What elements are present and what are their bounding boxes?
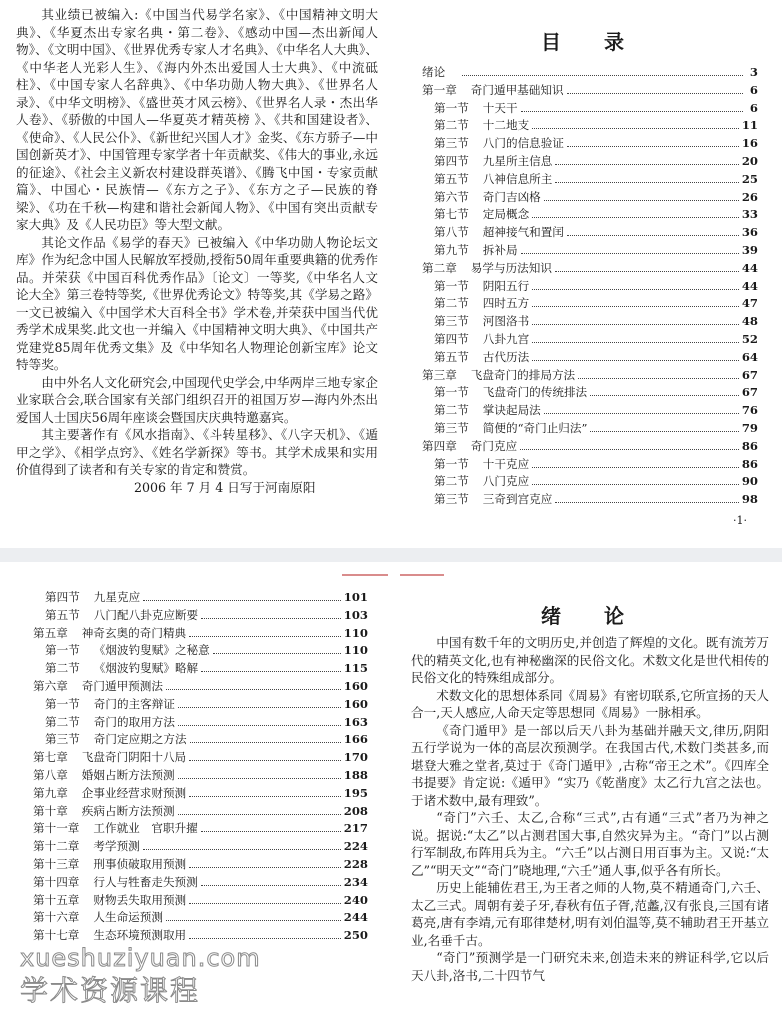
toc-entry — [422, 367, 758, 385]
toc-entry-page: 25 — [741, 171, 758, 186]
toc-dot-leader — [189, 627, 341, 637]
bio-text — [16, 6, 378, 496]
toc-entry-label: 第三节 — [434, 420, 469, 435]
toc-entry — [422, 402, 758, 420]
toc-entry — [422, 100, 758, 118]
toc-entry-label: 第一节 — [434, 278, 469, 293]
toc-entry-label: 第五节 — [45, 607, 80, 622]
toc-entry-page: 101 — [343, 590, 368, 604]
toc-entry — [422, 420, 758, 438]
toc-entry — [422, 82, 758, 100]
toc-entry — [33, 589, 368, 607]
toc-entry-page: 115 — [343, 661, 368, 676]
toc-entry — [33, 714, 368, 732]
toc-dot-leader — [532, 315, 739, 325]
toc-entry-label: 第四章 — [422, 438, 457, 453]
paragraph: 其论文作品《易学的春天》已被编入《中华功勋人物论坛文库》作为纪念中国人民解放军授勋,授衔50周年重要典籍的优秀作品。并荣获《中国百科优秀作品》〔论文〕一等奖,《中华名人文论大全》第三卷特等奖,《世界优秀论文》特等奖,其《学易之路》一文已被编入《中国学术大百科全书》学术卷,并荣获中国当代优秀学术成果奖.此文也一并编入《中国精神文明大典》、《中国共产党建党85周年优秀文集》及《中华知名人物理论创新宝库》论文特等奖。 — [16, 234, 378, 372]
toc-entry-page: 244 — [343, 910, 368, 925]
toc-entry-label: 第一节 — [45, 643, 80, 658]
toc-entry-title: 古代历法 — [482, 349, 530, 364]
toc-entry-title: 超神接气和置闰 — [482, 225, 564, 240]
toc-entry — [422, 171, 758, 189]
toc-dot-leader — [532, 119, 739, 129]
toc-entry — [33, 909, 368, 927]
toc-entry-page: 44 — [741, 260, 758, 275]
toc-entry-page: 64 — [741, 349, 758, 364]
toc-entry-label: 第一节 — [434, 100, 469, 115]
toc-entry-title: 《烟波钓叟赋》略解 — [93, 661, 199, 676]
toc-entry-label: 第二节 — [434, 474, 469, 489]
toc-entry-label: 第三节 — [434, 314, 469, 329]
toc-entry-title: 神奇玄奥的奇门精典 — [81, 625, 187, 640]
page-title: 目 录 — [541, 30, 642, 54]
toc-dot-leader — [166, 911, 341, 921]
toc-dot-leader — [555, 493, 738, 503]
toc-dot-leader — [532, 333, 739, 343]
toc-entry-label: 第七章 — [33, 750, 68, 765]
toc-entry-label: 第二节 — [45, 661, 80, 676]
toc-entry — [422, 491, 758, 509]
toc-entry — [422, 189, 758, 207]
toc-entry — [33, 625, 368, 643]
toc-entry — [33, 678, 368, 696]
intro-text — [411, 634, 769, 984]
toc-entry-label: 第六章 — [33, 678, 68, 693]
toc-entry-title: 八门克应 — [482, 474, 530, 489]
toc-entry-page: 90 — [741, 474, 758, 489]
toc-entry-label: 第十七章 — [33, 928, 80, 943]
toc-entry-label: 第九章 — [33, 785, 68, 800]
toc-dot-leader — [590, 386, 739, 396]
toc-entry-title: 工作就业 官职升擢 — [93, 821, 198, 836]
toc-entry-page: 228 — [343, 856, 368, 871]
paragraph: 术数文化的思想体系同《周易》有密切联系,它所宣扬的天人合一,天人感应,人命天定等思想同《周易》一脉相承。 — [411, 687, 769, 720]
toc-entry-title: 四时五方 — [482, 296, 530, 311]
watermark-url: xueshuziyuan.com — [20, 944, 261, 972]
toc-entry-page: 188 — [343, 767, 368, 782]
toc-entry-page: 79 — [741, 420, 758, 435]
toc-entry-title: 奇门遁甲预测法 — [81, 678, 163, 693]
toc-entry-page: 160 — [343, 678, 368, 693]
toc-entry-label: 第二章 — [422, 260, 457, 275]
toc-entry-title: 九星克应 — [93, 590, 141, 604]
toc-entry-title: 婚姻占断方法预测 — [81, 767, 175, 782]
toc-dot-leader — [143, 840, 341, 850]
table-of-contents — [33, 589, 368, 945]
toc-entry-label: 第五章 — [33, 625, 68, 640]
toc-dot-leader — [178, 698, 341, 708]
toc-dot-leader — [201, 822, 341, 832]
toc-dot-leader — [201, 662, 341, 672]
toc-entry-page: 33 — [741, 207, 758, 222]
toc-dot-leader — [189, 894, 341, 904]
toc-entry-title: 八门的信息验证 — [482, 136, 564, 151]
toc-entry-label: 第二节 — [45, 714, 80, 729]
toc-entry-page: 11 — [741, 118, 758, 133]
toc-entry-page: 67 — [741, 367, 758, 382]
toc-entry-label: 第八节 — [434, 225, 469, 240]
toc-dot-leader — [178, 716, 341, 726]
toc-entry — [422, 206, 758, 224]
toc-entry-title: 考学预测 — [93, 839, 140, 854]
toc-entry-label: 第八章 — [33, 767, 68, 782]
toc-entry — [422, 295, 758, 313]
toc-entry-title: 奇门的主客辩证 — [93, 696, 175, 711]
toc-entry-page: 76 — [741, 403, 758, 418]
toc-entry — [33, 803, 368, 821]
toc-entry — [33, 660, 368, 678]
toc-entry-title: 《烟波钓叟赋》之秘意 — [93, 643, 210, 658]
toc-entry-page: 110 — [343, 625, 368, 640]
page-divider — [0, 548, 782, 562]
toc-entry-label: 第六节 — [434, 189, 469, 204]
toc-entry-page: 250 — [343, 928, 368, 943]
toc-entry-label: 第十章 — [33, 803, 68, 818]
toc-entry — [33, 838, 368, 856]
toc-dot-leader — [544, 404, 739, 414]
toc-entry-title: 奇门吉凶格 — [482, 189, 541, 204]
toc-entry-page: 166 — [343, 732, 368, 747]
toc-entry-label: 第一节 — [45, 696, 80, 711]
signature-date: 2006 年 7 月 4 日写于河南原阳 — [134, 479, 316, 495]
toc-entry-title: 三奇到宫克应 — [482, 492, 553, 507]
toc-entry — [33, 749, 368, 767]
toc-entry-page: 3 — [749, 65, 758, 79]
toc-entry-page: 6 — [749, 100, 758, 115]
toc-entry-label: 第十五章 — [33, 892, 80, 907]
toc-entry-page: 26 — [741, 189, 758, 204]
toc-dot-leader — [567, 226, 739, 236]
toc-entry — [422, 153, 758, 171]
toc-dot-leader — [578, 369, 739, 379]
toc-entry-page: 160 — [343, 696, 368, 711]
toc-entry-title: 奇门克应 — [470, 438, 518, 453]
toc-entry-page: 110 — [343, 643, 368, 658]
toc-entry-title: 十天干 — [482, 100, 518, 115]
toc-entry-title: 掌诀起局法 — [482, 403, 541, 418]
toc-entry-label: 第二节 — [434, 403, 469, 418]
toc-dot-leader — [532, 208, 739, 218]
toc-dot-leader — [567, 84, 743, 94]
toc-entry-page: 195 — [343, 785, 368, 800]
toc-entry-page: 224 — [343, 839, 368, 854]
toc-dot-leader — [532, 475, 739, 485]
toc-entry-page: 98 — [741, 492, 758, 507]
toc-dot-leader — [462, 66, 743, 76]
toc-entry-title: 行人与牲畜走失预测 — [93, 874, 198, 889]
toc-entry-title: 财物丢失取用预测 — [93, 892, 187, 907]
toc-entry-label: 第四节 — [45, 590, 80, 604]
toc-dot-leader — [143, 591, 341, 601]
toc-entry-title: 易学与历法知识 — [470, 260, 552, 275]
toc-entry — [422, 456, 758, 474]
page-title: 绪 论 — [541, 604, 642, 628]
toc-entry-page: 217 — [343, 821, 368, 836]
toc-entry-label: 第五节 — [434, 349, 469, 364]
toc-entry-label: 第七节 — [434, 207, 469, 222]
toc-dot-leader — [532, 297, 739, 307]
toc-entry-page: 67 — [741, 385, 758, 400]
toc-entry — [33, 642, 368, 660]
toc-entry-title: 拆补局 — [482, 242, 518, 257]
toc-entry — [422, 313, 758, 331]
toc-entry-title: 阴阳五行 — [482, 278, 530, 293]
toc-entry-title: 企事业经营求财预测 — [81, 785, 187, 800]
toc-entry — [422, 331, 758, 349]
toc-entry-label: 第三节 — [45, 732, 80, 747]
toc-dot-leader — [521, 244, 739, 254]
toc-entry-title: 八神信息所主 — [482, 171, 553, 186]
toc-entry-page: 163 — [343, 714, 368, 729]
toc-entry — [422, 64, 758, 82]
toc-entry-title: 八卦九宫 — [482, 331, 530, 346]
toc-entry-label: 第五节 — [434, 171, 469, 186]
toc-entry-page: 47 — [741, 296, 758, 311]
toc-dot-leader — [189, 929, 341, 939]
toc-entry-label: 第九节 — [434, 242, 469, 257]
toc-dot-leader — [544, 191, 739, 201]
toc-dot-leader — [521, 102, 743, 112]
toc-dot-leader — [189, 858, 341, 868]
paragraph: 《奇门遁甲》是一部以后天八卦为基础并融天文,律历,阴阳五行学说为一体的高层次预测学。在我国古代,术数门类甚多,而堪登大雅之堂者,莫过于《奇门遁甲》,古称“帝王之术”。《四库全书提要》肯定说:《遁甲》“实乃《乾凿度》太乙行九宫之法也。于诸术数中,最有理致”。 — [411, 722, 769, 808]
toc-entry-page: 86 — [741, 438, 758, 453]
toc-entry-title: 奇门遁甲基础知识 — [470, 82, 564, 97]
toc-entry-page: 6 — [749, 82, 758, 97]
toc-entry — [422, 117, 758, 135]
toc-entry-title: 疾病占断方法预测 — [81, 803, 175, 818]
paragraph: 其业绩已被编入:《中国当代易学名家》、《中国精神文明大典》、《华夏杰出专家名典・第二卷》、《感动中国—杰出新闻人物》、《文明中国》、《世界优秀专家人才名典》、《中华名人大典》、《中华老人光彩人生》、《海内外杰出爱国人士大典》、《中流砥柱》、《中国专家人名辞典》、《中华功勋人物大典》、《世界名人录》、《中华文明榜》、《盛世英才风云榜》、《世界名人录・杰出华人卷》、《骄傲的中国人—华夏英才精英榜 》、《共和国建设者》、《使命》、《人民公仆》、《新世纪兴国人才》金奖、《东方骄子—中国创新英才》、中国管理专家学者十年贡献奖、《伟大的事业,永远的征途》、《社会主义新农村建设群英谱》、《腾飞中国・专家贡献篇》、中国心・民族情—《东方之子》、《东方之子—民族的脊梁》、《功在千秋—构建和谐社会新闻人物》、《中国有突出贡献专家大典》及《人民功臣》等大型文献。 — [16, 7, 378, 232]
toc-entry — [422, 349, 758, 367]
toc-entry-title: 河图洛书 — [482, 314, 530, 329]
toc-entry — [422, 224, 758, 242]
toc-entry-label: 第四节 — [434, 331, 469, 346]
toc-entry-page: 48 — [741, 314, 758, 329]
toc-entry-page: 52 — [741, 331, 758, 346]
toc-entry — [422, 384, 758, 402]
toc-entry-label: 第一节 — [434, 385, 469, 400]
toc-entry-title: 十干克应 — [482, 456, 530, 471]
toc-entry-label: 第十四章 — [33, 874, 80, 889]
toc-dot-leader — [555, 155, 738, 165]
toc-entry-label: 第三章 — [422, 367, 457, 382]
paragraph: 由中外名人文化研究会,中国现代史学会,中华两岸三地专家企业家联合会,联合国家有关部门组织召开的祖国万岁—海内外杰出爱国人士国庆56周年座谈会暨国庆庆典特邀嘉宾。 — [16, 374, 378, 425]
toc-entry — [33, 820, 368, 838]
book-page-introduction — [395, 562, 782, 1013]
toc-dot-leader — [213, 644, 341, 654]
toc-dot-leader — [590, 422, 738, 432]
toc-entry-page: 20 — [741, 153, 758, 168]
toc-dot-leader — [555, 262, 739, 272]
toc-entry-page: 36 — [741, 225, 758, 240]
toc-entry-page: 240 — [343, 892, 368, 907]
toc-dot-leader — [178, 769, 341, 779]
toc-entry — [422, 438, 758, 456]
toc-entry-title: 简便的“奇门止归法” — [482, 420, 588, 435]
toc-entry — [33, 696, 368, 714]
toc-entry-label: 第十三章 — [33, 856, 80, 871]
toc-entry-title: 奇门的取用方法 — [93, 714, 175, 729]
toc-dot-leader — [189, 787, 341, 797]
toc-entry-title: 飞盘奇门的传统排法 — [482, 385, 588, 400]
book-page-author-bio — [0, 0, 395, 548]
paragraph: “奇门”六壬、太乙,合称“三式”,古有通“三式”者乃为神之说。据说:“太乙”以占测君国大事,自然灾异为主。“奇门”以占测行军制敌,布阵用兵为主。“六壬”以占测日用百事为主。又说:“太乙”“明天文”“奇门”晓地理,“六壬”通人事,似乎各有所长。 — [411, 810, 769, 878]
toc-entry-page: 16 — [741, 136, 758, 151]
toc-dot-leader — [189, 751, 341, 761]
paragraph: “奇门”预测学是一门研究未来,创造未来的辨证科学,它以后天八卦,洛书,二十四节气 — [411, 950, 769, 983]
toc-entry — [422, 242, 758, 260]
toc-entry-title: 飞盘奇门的排局方法 — [470, 367, 576, 382]
toc-entry-label: 第四节 — [434, 153, 469, 168]
page-number: ·1· — [733, 514, 747, 527]
toc-entry — [33, 927, 368, 945]
toc-entry-title: 十二地支 — [482, 118, 530, 133]
toc-entry-label: 第三节 — [434, 136, 469, 151]
toc-entry — [422, 135, 758, 153]
toc-dot-leader — [178, 805, 341, 815]
toc-entry-label: 第十六章 — [33, 910, 80, 925]
paragraph: 历史上能辅佐君王,为王者之师的人物,莫不精通奇门,六壬、太乙三式。周朝有姜子牙,春秋有伍子胥,范蠡,汉有张良,三国有诸葛亮,唐有李靖,元有耶律楚材,明有刘伯温等,莫不辅助君王开基立业,名垂千古。 — [411, 880, 769, 948]
toc-entry-page: 170 — [343, 750, 368, 765]
toc-entry-title: 人生命运预测 — [93, 910, 163, 925]
toc-dot-leader — [166, 680, 341, 690]
toc-entry — [422, 473, 758, 491]
toc-entry — [33, 767, 368, 785]
toc-entry-page: 86 — [741, 456, 758, 471]
toc-entry-title: 奇门定应期之方法 — [93, 732, 187, 747]
toc-dot-leader — [555, 173, 738, 183]
toc-dot-leader — [520, 440, 739, 450]
toc-entry-page: 234 — [343, 874, 368, 889]
toc-entry-page: 208 — [343, 803, 368, 818]
toc-entry-label: 第二节 — [434, 118, 469, 133]
book-page-contents-1 — [395, 0, 782, 548]
paragraph: 其主要著作有《风水指南》、《斗转星移》、《八字天机》、《遁甲之学》、《相学点窍》、《姓名学新探》等书。其学术成果和实用价值得到了读者和有关专家的肯定和赞赏。 — [16, 427, 378, 477]
toc-entry-title: 刑事侦破取用预测 — [93, 856, 187, 871]
toc-entry-page: 44 — [741, 278, 758, 293]
toc-entry-title: 生态环境预测取用 — [93, 928, 187, 943]
toc-entry — [33, 731, 368, 749]
toc-entry-label: 第一节 — [434, 456, 469, 471]
toc-dot-leader — [532, 458, 739, 468]
toc-entry-label: 第十一章 — [33, 821, 80, 836]
toc-entry — [33, 892, 368, 910]
toc-entry — [33, 874, 368, 892]
table-of-contents — [422, 64, 758, 509]
toc-dot-leader — [532, 351, 739, 361]
toc-entry-title: 九星所主信息 — [482, 153, 553, 168]
toc-entry-label: 第二节 — [434, 296, 469, 311]
toc-dot-leader — [190, 733, 341, 743]
toc-entry-title: 八门配八卦克应断要 — [93, 607, 199, 622]
toc-dot-leader — [532, 280, 739, 290]
toc-entry-label: 第十二章 — [33, 839, 80, 854]
toc-entry — [33, 785, 368, 803]
toc-entry-title: 定局概念 — [482, 207, 530, 222]
toc-entry — [422, 278, 758, 296]
toc-dot-leader — [201, 609, 341, 619]
toc-entry — [33, 856, 368, 874]
toc-entry — [422, 260, 758, 278]
paragraph: 中国有数千年的文明历史,并创造了辉煌的文化。既有流芳万代的精英文化,也有神秘幽深的民俗文化。术数文化是世代相传的民俗文化的特殊组成部分。 — [411, 635, 769, 685]
toc-entry-page: 39 — [741, 242, 758, 257]
toc-entry-page: 103 — [343, 607, 368, 622]
toc-entry-label: 第一章 — [422, 82, 457, 97]
toc-dot-leader — [567, 137, 739, 147]
toc-entry-label: 第三节 — [434, 492, 469, 507]
toc-entry — [33, 607, 368, 625]
toc-entry-title: 飞盘奇门阴阳十八局 — [81, 750, 187, 765]
watermark-name: 学术资源课程 — [20, 974, 201, 1007]
toc-dot-leader — [201, 876, 341, 886]
toc-entry-label: 绪论 — [422, 65, 446, 79]
